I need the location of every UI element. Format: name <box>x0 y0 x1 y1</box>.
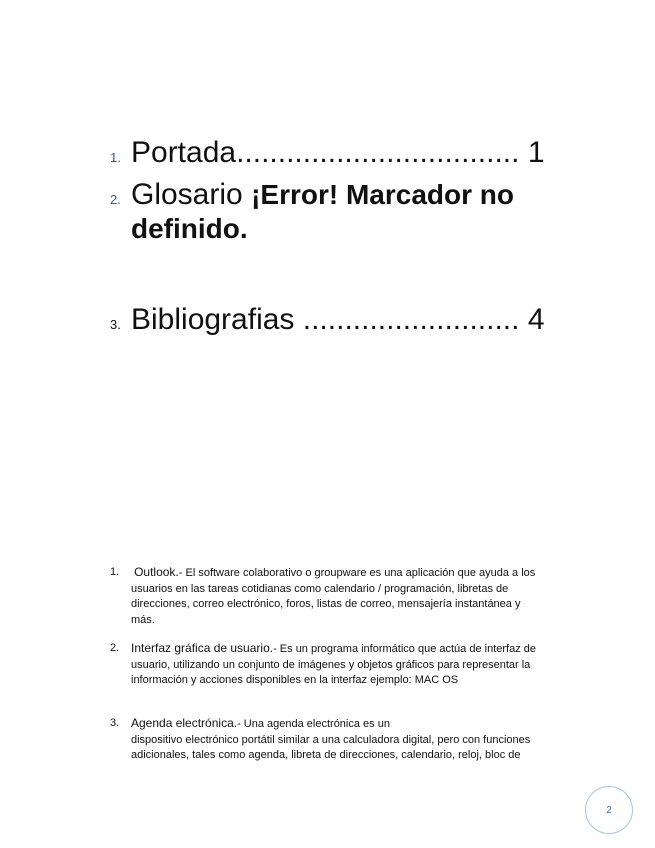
glossary-number: 3. <box>110 717 120 729</box>
glossary-line: direcciones, correo electrónico, foros, listas de correo, mensajería instantánea y <box>131 598 521 610</box>
toc-title: Bibliografias <box>131 303 295 336</box>
toc-error-text: ¡Error! Marcador no <box>251 179 514 210</box>
glossary-body <box>131 641 570 689</box>
toc-line <box>131 305 545 335</box>
glossary-number: 2. <box>110 642 120 654</box>
toc-leader: .................................. <box>236 136 520 169</box>
glossary-line <box>131 641 570 658</box>
toc-line <box>131 138 545 168</box>
glossary-definition: - Una agenda electrónica es un <box>237 718 390 730</box>
glossary-line: usuario, utilizando un conjunto de imágenes y objetos gráficos para representar la <box>131 658 531 671</box>
glossary-line: dispositivo electrónico portátil similar a una calculadora digital, pero con funciones <box>131 733 531 746</box>
glossary-line: usuarios en las tareas cotidianas como calendario / programación, libretas de <box>131 582 509 595</box>
glossary-body <box>131 565 570 628</box>
glossary-item <box>110 716 570 764</box>
toc-page-number: 1 <box>527 136 545 169</box>
toc-number: 3. <box>110 317 121 332</box>
toc-line <box>131 180 514 210</box>
glossary-item <box>110 565 570 628</box>
glossary-term: Interfaz gráfica de usuario. <box>131 641 274 655</box>
page-number: 2 <box>606 804 612 816</box>
glossary-definition: - El software colaborativo o groupware es una aplicación que ayuda a los <box>178 567 536 579</box>
glossary-line: información y acciones disponibles en la interfaz ejemplo: MAC OS <box>131 674 459 686</box>
page-number-badge <box>585 786 633 834</box>
glossary-line <box>131 716 570 733</box>
glossary-item <box>110 641 570 689</box>
toc-title: Glosario <box>131 178 243 211</box>
toc-title: Portada <box>131 136 237 169</box>
glossary-number: 1. <box>110 566 120 578</box>
glossary-body <box>131 716 570 764</box>
glossary-term: Outlook. <box>134 565 179 579</box>
glossary-definition: - Es un programa informático que actúa de interfaz de <box>273 643 536 655</box>
glossary-term: Agenda electrónica. <box>131 716 238 730</box>
glossary-line: adicionales, tales como agenda, libreta de direcciones, calendario, reloj, bloc de <box>131 749 521 761</box>
toc-number: 1. <box>110 150 121 165</box>
toc-leader: .......................... <box>302 303 520 336</box>
toc-number: 2. <box>110 192 121 207</box>
glossary-line <box>131 565 570 582</box>
glossary-line: más. <box>131 613 155 626</box>
toc-page-number: 4 <box>527 303 545 336</box>
toc-error-text-continued: definido. <box>131 213 248 244</box>
